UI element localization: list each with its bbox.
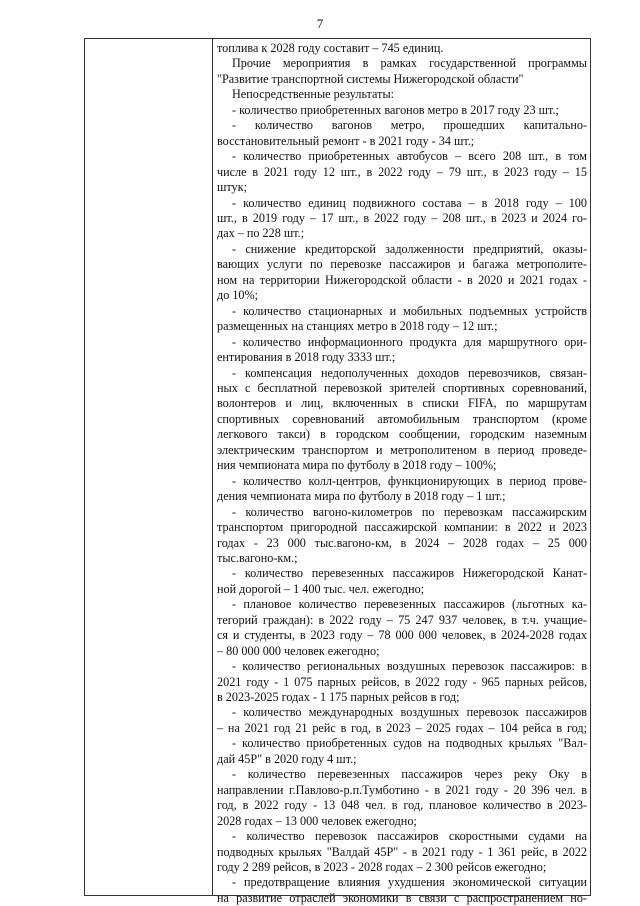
column-divider: [212, 39, 213, 895]
text-line: дения чемпионата мира по футболу в 2018 году – 1 шт.;: [217, 489, 506, 504]
text-line: до 10%;: [217, 288, 259, 303]
text-line: - компенсация недополученных доходов перевозчиков, связан-: [232, 365, 587, 380]
text-line: - количество вагоно-километров по перевозкам пассажирским: [232, 504, 587, 519]
text-line: годах - 23 000 тыс.вагоно-км, в 2024 – 2028 годах – 25 000: [217, 535, 587, 550]
text-line: - количество региональных воздушных перевозок пассажиров: в: [232, 659, 587, 674]
text-line: 2028 годах – 13 000 человек ежегодно;: [217, 813, 417, 828]
text-line: подводных крыльях "Валдай 45Р" - в 2021 году - 1 361 рейс, в 2022: [217, 844, 587, 859]
text-line: ном на территории Нижегородской области - в 2020 и 2021 годах -: [217, 272, 587, 287]
text-line: дах – по 228 шт.;: [217, 226, 305, 241]
text-line: ся и студенты, в 2023 году – 78 000 000 человек, в 2024-2028 годах: [217, 628, 587, 643]
text-line: - количество вагонов метро, прошедших капитально-: [232, 118, 587, 133]
text-line: – на 2021 год 21 рейс в год, в 2023 – 2025 годах – 104 рейса в год;: [217, 720, 587, 735]
text-line: - предотвращение влияния ухудшения экономической ситуации: [232, 875, 587, 890]
text-line: – 80 000 000 человек ежегодно;: [217, 643, 380, 658]
text-line: - количество единиц подвижного состава – в 2018 году – 100: [232, 195, 587, 210]
text-line: направлении г.Павлово-р.п.Тумботино - в 2021 году - 20 396 чел. в: [217, 782, 587, 797]
text-line: легкового такси) в городском сообщении, городским наземным: [217, 427, 587, 442]
text-line: штук;: [217, 180, 247, 195]
text-line: - количество перевозок пассажиров скоростными судами на: [232, 829, 587, 844]
text-line: - количество перевезенных пассажиров через реку Оку в: [232, 767, 587, 782]
text-line: Прочие мероприятия в рамках государственной программы: [232, 56, 587, 71]
text-line: ных с бесплатной перевозкой зрителей спортивных соревнований,: [217, 380, 587, 395]
page-number: 7: [316, 16, 324, 31]
text-line: - количество перевезенных пассажиров Нижегородской Канат-: [232, 566, 587, 581]
text-line: - количество стационарных и мобильных подъемных устройств: [232, 303, 587, 318]
document-table: [84, 38, 591, 905]
text-line: году 2 289 рейсов, в 2023 - 2028 годах – 2 300 рейсов ежегодно;: [217, 860, 547, 875]
text-line: числе в 2021 году 12 шт., в 2022 году – 79 шт., в 2023 году – 15: [217, 164, 587, 179]
text-line: вающих услуги по перевозке пассажиров и багажа метрополите-: [217, 257, 587, 272]
text-line: ной дорогой – 1 400 тыс. чел. ежегодно;: [217, 581, 425, 596]
text-line: шт., в 2019 году – 17 шт., в 2022 году – 208 шт., в 2023 и 2024 го-: [217, 210, 587, 225]
text-line: - количество приобретенных вагонов метро в 2017 году 23 шт.;: [232, 102, 559, 117]
text-line: 2021 году - 1 075 парных рейсов, в 2022 году - 965 парных рейсов,: [217, 674, 587, 689]
text-line: размещенных на станциях метро в 2018 году – 12 шт.;: [217, 319, 498, 334]
text-line: спортивных соревнований автомобильным транспортом (кроме: [217, 411, 587, 426]
text-line: топлива к 2028 году составит – 745 единиц.: [217, 41, 444, 55]
text-line: - количество международных воздушных перевозок пассажиров: [232, 705, 587, 720]
text-line: Непосредственные результаты:: [232, 87, 395, 102]
text-line: - количество приобретенных автобусов – всего 208 шт., в том: [232, 149, 587, 164]
text-line: тегорий граждан): в 2022 году – 75 247 937 человек, в т.ч. учащие-: [217, 612, 587, 627]
text-line: - количество приобретенных судов на подводных крыльях "Вал-: [232, 736, 587, 751]
text-line: ния чемпионата мира по футболу в 2018 году – 100%;: [217, 458, 497, 473]
text-line: восстановительный ремонт - в 2021 году - 34 шт.;: [217, 133, 475, 148]
text-line: электрическим транспортом и метрополитеном в период проведе-: [217, 442, 587, 457]
text-line: - количество информационного продукта для маршрутного ори-: [232, 334, 587, 349]
text-line: дай 45Р" в 2020 году 4 шт.;: [217, 751, 357, 766]
text-line: транспортом пригородной пассажирской компании: в 2022 и 2023: [217, 520, 587, 535]
text-line: на развитие отраслей экономики в связи с распространением но-: [217, 890, 587, 905]
text-line: тыс.вагоно-км.;: [217, 550, 298, 565]
text-line: волонтеров и лиц, включенных в списки FIFA, по маршрутам: [217, 396, 587, 411]
text-line: - снижение кредиторской задолженности предприятий, оказы-: [232, 241, 587, 256]
text-line: "Развитие транспортной системы Нижегородской области": [217, 71, 524, 86]
right-column-text: [217, 41, 587, 905]
text-line: ентирования в 2018 году 3333 шт.;: [217, 350, 396, 365]
text-line: - плановое количество перевезенных пассажиров (льготных ка-: [232, 597, 587, 612]
text-line: год, в 2022 году - 13 048 чел. в год, плановое количество в 2023-: [217, 798, 587, 813]
text-line: в 2023-2025 годах - 1 175 парных рейсов в год;: [217, 690, 460, 705]
text-line: - количество колл-центров, функционирующих в период прове-: [232, 473, 587, 488]
